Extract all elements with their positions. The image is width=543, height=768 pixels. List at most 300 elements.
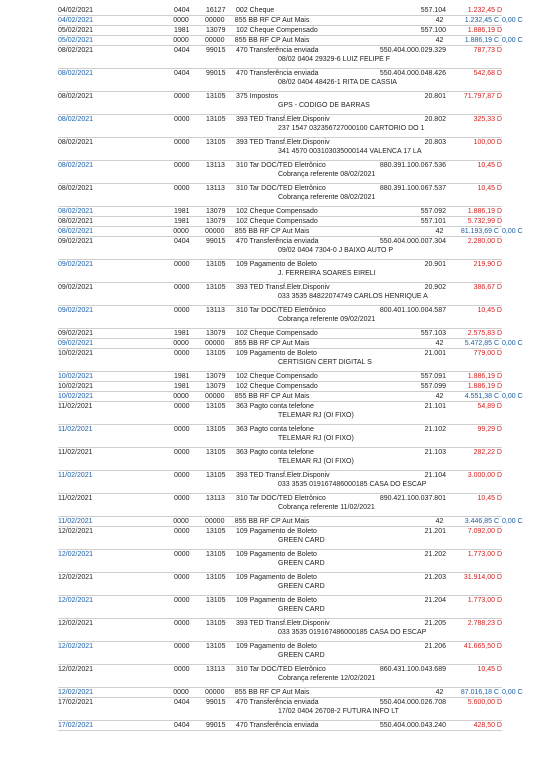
entry-lote: 13105 [206, 528, 226, 535]
entry-detail: 08/02 0404 29329-6 LUIZ FELIPE F [278, 56, 391, 63]
entry-agency: 1981 [174, 330, 190, 337]
entry-detail: 08/02 0404 48426-1 RITA DE CASSIA [278, 79, 397, 86]
entry-value: 81.193,69 C [460, 228, 499, 235]
entry-date: 05/02/2021 [58, 27, 94, 34]
entry-lote: 13079 [206, 373, 226, 380]
entry-document: 557.092 [420, 208, 446, 215]
entry-value: 31.914,00 D [463, 574, 502, 581]
entry-lote: 16127 [206, 7, 226, 14]
entry-history: 310 Tar DOC/TED Eletrônico [236, 666, 326, 673]
entry-lote: 13105 [206, 597, 226, 604]
statement-entry [58, 6, 502, 16]
entry-line [58, 92, 502, 101]
entry-document: 20.902 [424, 284, 446, 291]
entry-document: 42 [435, 37, 444, 44]
entry-date: 12/02/2021 [58, 597, 94, 604]
entry-lote: 13105 [206, 93, 226, 100]
entry-document: 21.101 [424, 403, 446, 410]
entry-date: 08/02/2021 [58, 116, 94, 123]
entry-detail: TELEMAR RJ (OI FIXO) [278, 458, 354, 465]
entry-detail: GREEN CARD [278, 560, 325, 567]
entry-detail: CERTISIGN CERT DIGITAL S [278, 359, 372, 366]
entry-date: 09/02/2021 [58, 284, 94, 291]
entry-value: 10,45 D [477, 162, 502, 169]
entry-line [58, 688, 523, 697]
statement-entry [58, 339, 523, 349]
entry-lote: 13105 [206, 574, 226, 581]
statement-entry [58, 372, 502, 382]
statement-entry [58, 237, 502, 260]
entry-value: 787,73 D [473, 47, 502, 54]
entry-balance: 0,00 C [502, 37, 523, 44]
entry-document: 42 [435, 340, 444, 347]
entry-balance: 0,00 C [502, 17, 523, 24]
entry-agency: 1981 [174, 208, 190, 215]
statement-entry [58, 69, 502, 92]
entry-detail: TELEMAR RJ (OI FIXO) [278, 412, 354, 419]
entry-lote: 99015 [206, 699, 226, 706]
entry-date: 11/02/2021 [58, 495, 93, 502]
statement-entry [58, 550, 502, 573]
entry-history: 393 TED Transf.Eletr.Disponiv [236, 139, 330, 146]
entry-lote: 00000 [205, 518, 225, 525]
entry-lote: 13079 [206, 27, 226, 34]
statement-entry [58, 349, 502, 372]
entry-date: 08/02/2021 [58, 93, 94, 100]
entry-value: 10,45 D [477, 185, 502, 192]
statement-entry [58, 619, 502, 642]
entry-agency: 0404 [174, 70, 190, 77]
entry-line [58, 237, 502, 246]
entry-lote: 13105 [206, 116, 226, 123]
entry-line [58, 227, 523, 236]
statement-entry [58, 16, 523, 26]
entry-value: 87.016,18 C [460, 689, 499, 696]
entry-lote: 13113 [206, 307, 225, 314]
statement-entry [58, 688, 523, 698]
entry-date: 12/02/2021 [58, 528, 94, 535]
entry-date: 08/02/2021 [58, 185, 94, 192]
entry-line [58, 596, 502, 605]
entry-document: 20.803 [424, 139, 446, 146]
entry-history: 002 Cheque [236, 7, 275, 14]
entry-agency: 0000 [174, 185, 190, 192]
entry-lote: 13105 [206, 139, 226, 146]
entry-agency: 0000 [173, 340, 189, 347]
entry-agency: 0000 [174, 116, 190, 123]
entry-value: 325,33 D [473, 116, 502, 123]
entry-line [58, 217, 502, 226]
entry-document: 890.421.100.037.801 [379, 495, 446, 502]
entry-detail: Cobrança referente 11/02/2021 [278, 504, 375, 511]
entry-history: 363 Pagto conta telefone [236, 449, 314, 456]
entry-value: 219,90 D [473, 261, 502, 268]
entry-agency: 1981 [174, 373, 190, 380]
entry-date: 12/02/2021 [58, 574, 94, 581]
entry-agency: 0000 [174, 528, 190, 535]
entry-line [58, 349, 502, 358]
entry-value: 3.000,00 D [467, 472, 502, 479]
entry-agency: 1981 [174, 27, 190, 34]
entry-history: 855 BB RF CP Aut Mais [234, 17, 310, 24]
entry-date: 09/02/2021 [58, 340, 94, 347]
entry-history: 109 Pagamento de Boleto [236, 350, 317, 357]
entry-lote: 00000 [205, 228, 225, 235]
entry-history: 109 Pagamento de Boleto [236, 261, 317, 268]
entry-date: 05/02/2021 [58, 37, 94, 44]
entry-history: 393 TED Transf.Eletr.Disponiv [236, 116, 330, 123]
statement-entry [58, 494, 502, 517]
entry-agency: 0404 [174, 722, 190, 729]
entry-line [58, 550, 502, 559]
entry-document: 550.404.000.029.329 [379, 47, 446, 54]
entry-document: 550.404.000.043.240 [379, 722, 446, 729]
entry-agency: 0000 [174, 307, 190, 314]
entry-lote: 00000 [205, 393, 225, 400]
entry-document: 42 [435, 393, 444, 400]
entry-line [58, 161, 502, 170]
entry-agency: 0000 [173, 518, 189, 525]
entry-detail: Cobrança referente 09/02/2021 [278, 316, 376, 323]
entry-document: 21.204 [424, 597, 446, 604]
entry-date: 09/02/2021 [58, 307, 94, 314]
statement-entry [58, 517, 523, 527]
statement-entry [58, 471, 502, 494]
entry-detail: Cobrança referente 08/02/2021 [278, 194, 376, 201]
entry-agency: 0000 [174, 666, 190, 673]
entry-value: 5.732,99 D [467, 218, 502, 225]
entry-document: 21.201 [424, 528, 446, 535]
entry-line [58, 382, 502, 391]
entry-date: 08/02/2021 [58, 139, 94, 146]
entry-lote: 13079 [206, 218, 226, 225]
entry-lote: 13105 [206, 472, 226, 479]
entry-agency: 0000 [174, 643, 190, 650]
statement-entry [58, 26, 502, 36]
entry-history: 102 Cheque Compensado [236, 27, 318, 34]
entry-history: 470 Transferência enviada [236, 722, 319, 729]
entry-detail: 237 1547 032356727000100 CARTORIO DO 1 [278, 125, 425, 132]
entry-date: 08/02/2021 [58, 70, 94, 77]
statement-entry [58, 392, 523, 402]
entry-agency: 1981 [174, 218, 190, 225]
entry-date: 10/02/2021 [58, 373, 94, 380]
entry-value: 1.773,00 D [467, 551, 502, 558]
entry-agency: 0404 [174, 7, 190, 14]
entry-document: 880.391.100.067.537 [379, 185, 446, 192]
entry-document: 860.431.100.043.689 [379, 666, 446, 673]
entry-history: 102 Cheque Compensado [236, 330, 318, 337]
entry-line [58, 16, 523, 25]
entry-line [58, 527, 502, 536]
entry-balance: 0,00 C [502, 518, 523, 525]
entry-history: 310 Tar DOC/TED Eletrônico [236, 495, 326, 502]
entry-lote: 99015 [206, 238, 226, 245]
entry-history: 109 Pagamento de Boleto [236, 643, 317, 650]
entry-value: 100,00 D [473, 139, 502, 146]
entry-line [58, 698, 502, 707]
entry-agency: 1981 [174, 383, 190, 390]
entry-line [58, 207, 502, 216]
entry-history: 102 Cheque Compensado [236, 218, 318, 225]
entry-detail: 09/02 0404 7304-0 J BAIXO AUTO P [278, 247, 394, 254]
entry-lote: 13079 [206, 208, 226, 215]
entry-document: 21.206 [424, 643, 446, 650]
entry-history: 109 Pagamento de Boleto [236, 528, 317, 535]
statement-entry [58, 260, 502, 283]
entry-detail: 033 3535 019167486000185 CASA DO ESCAP [278, 629, 427, 636]
entry-line [58, 494, 502, 503]
statement-entry [58, 283, 502, 306]
entry-history: 855 BB RF CP Aut Mais [234, 689, 310, 696]
entry-document: 20.802 [424, 116, 446, 123]
entry-document: 557.099 [420, 383, 446, 390]
entry-line [58, 115, 502, 124]
entry-document: 42 [435, 518, 444, 525]
entry-lote: 00000 [205, 17, 225, 24]
entry-agency: 0000 [174, 93, 190, 100]
entry-detail: GREEN CARD [278, 606, 325, 613]
entry-date: 04/02/2021 [58, 17, 94, 24]
entry-value: 54,89 D [477, 403, 502, 410]
entry-balance: 0,00 C [502, 393, 523, 400]
statement-entry [58, 721, 502, 731]
entry-document: 557.100 [420, 27, 446, 34]
statement-entry [58, 306, 502, 329]
entry-history: 855 BB RF CP Aut Mais [234, 393, 310, 400]
statement-entry [58, 115, 502, 138]
statement-entry [58, 573, 502, 596]
entry-document: 21.202 [424, 551, 446, 558]
entry-history: 109 Pagamento de Boleto [236, 597, 317, 604]
entry-agency: 0000 [174, 495, 190, 502]
entry-document: 550.404.000.026.708 [379, 699, 446, 706]
entry-document: 42 [435, 689, 444, 696]
entry-line [58, 36, 523, 45]
entry-date: 10/02/2021 [58, 350, 94, 357]
entry-line [58, 6, 502, 15]
entry-value: 2.788,23 D [467, 620, 502, 627]
entry-history: 109 Pagamento de Boleto [236, 574, 317, 581]
entry-line [58, 619, 502, 628]
entry-balance: 0,00 C [502, 689, 523, 696]
entry-document: 21.102 [424, 426, 446, 433]
entry-document: 557.091 [420, 373, 446, 380]
entry-history: 470 Transferência enviada [236, 699, 319, 706]
statement-entry [58, 207, 502, 217]
entry-lote: 13105 [206, 551, 226, 558]
entry-date: 17/02/2021 [58, 722, 94, 729]
entry-line [58, 69, 502, 78]
entry-detail: GREEN CARD [278, 537, 325, 544]
entry-line [58, 573, 502, 582]
entry-date: 12/02/2021 [58, 643, 94, 650]
entry-date: 12/02/2021 [58, 620, 94, 627]
statement-entry [58, 642, 502, 665]
entry-value: 99,29 D [477, 426, 502, 433]
entry-history: 109 Pagamento de Boleto [236, 551, 317, 558]
statement-entry [58, 184, 502, 207]
entry-agency: 0404 [174, 699, 190, 706]
entry-agency: 0000 [173, 37, 189, 44]
statement-entry [58, 596, 502, 619]
entry-detail: GREEN CARD [278, 652, 325, 659]
entry-value: 5.472,85 C [464, 340, 499, 347]
entry-date: 08/02/2021 [58, 47, 94, 54]
entry-date: 12/02/2021 [58, 551, 94, 558]
entry-lote: 13105 [206, 643, 226, 650]
entry-history: 310 Tar DOC/TED Eletrônico [236, 162, 326, 169]
entry-line [58, 448, 502, 457]
entry-value: 542,68 D [473, 70, 502, 77]
statement-entry [58, 448, 502, 471]
entry-value: 1.232,45 D [467, 7, 502, 14]
statement-entry [58, 382, 502, 392]
statement-entry [58, 138, 502, 161]
entry-value: 779,00 D [473, 350, 502, 357]
entry-lote: 00000 [205, 340, 225, 347]
entry-line [58, 138, 502, 147]
statement-entry [58, 46, 502, 69]
entry-value: 1.886,19 D [467, 383, 502, 390]
entry-date: 12/02/2021 [58, 689, 94, 696]
entry-date: 09/02/2021 [58, 261, 94, 268]
statement-entry [58, 329, 502, 339]
entry-line [58, 306, 502, 315]
entry-lote: 00000 [205, 689, 225, 696]
entry-lote: 13079 [206, 383, 226, 390]
entry-lote: 13113 [206, 495, 225, 502]
entry-value: 2.280,00 D [467, 238, 502, 245]
entry-document: 21.104 [424, 472, 446, 479]
statement-entry [58, 665, 502, 688]
statement-entry [58, 92, 502, 115]
entry-document: 557.104 [420, 7, 446, 14]
statement-entry [58, 227, 523, 237]
entry-lote: 13079 [206, 330, 226, 337]
entry-detail: 033 3535 84822074749 CARLOS HENRIQUE A [278, 293, 428, 300]
entry-history: 375 Impostos [236, 93, 279, 100]
entry-date: 08/02/2021 [58, 162, 94, 169]
entry-history: 855 BB RF CP Aut Mais [234, 37, 310, 44]
entry-value: 7.092,00 D [467, 528, 502, 535]
entry-value: 2.575,83 D [467, 330, 502, 337]
entry-line [58, 339, 523, 348]
entry-lote: 13105 [206, 261, 226, 268]
entry-document: 21.103 [424, 449, 446, 456]
entry-history: 470 Transferência enviada [236, 47, 319, 54]
entry-value: 1.773,00 D [467, 597, 502, 604]
entry-detail: Cobrança referente 12/02/2021 [278, 675, 376, 682]
entry-line [58, 26, 502, 35]
entry-document: 557.103 [420, 330, 446, 337]
entry-value: 1.886,19 D [467, 373, 502, 380]
entry-history: 310 Tar DOC/TED Eletrônico [236, 185, 326, 192]
entry-history: 102 Cheque Compensado [236, 373, 318, 380]
entry-detail: Cobrança referente 08/02/2021 [278, 171, 376, 178]
entry-lote: 13105 [206, 284, 226, 291]
entry-agency: 0404 [174, 47, 190, 54]
entry-line [58, 665, 502, 674]
entry-detail: GPS - CODIGO DE BARRAS [278, 102, 370, 109]
entry-document: 21.203 [424, 574, 446, 581]
entry-agency: 0000 [173, 393, 189, 400]
entry-value: 71.797,87 D [463, 93, 502, 100]
entry-lote: 13105 [206, 403, 226, 410]
entry-line [58, 471, 502, 480]
entry-detail: J. FERREIRA SOARES EIRELI [278, 270, 376, 277]
entry-date: 11/02/2021 [58, 518, 93, 525]
entry-history: 855 BB RF CP Aut Mais [234, 228, 310, 235]
entry-document: 21.001 [424, 350, 446, 357]
entry-document: 550.404.000.048.426 [379, 70, 446, 77]
statement-entry [58, 36, 523, 46]
entry-value: 386,67 D [473, 284, 502, 291]
entry-history: 363 Pagto conta telefone [236, 426, 314, 433]
entry-value: 10,45 D [477, 495, 502, 502]
entry-value: 282,22 D [473, 449, 502, 456]
entry-date: 09/02/2021 [58, 238, 94, 245]
entry-date: 17/02/2021 [58, 699, 94, 706]
entry-date: 04/02/2021 [58, 7, 94, 14]
entry-lote: 13113 [206, 666, 225, 673]
entry-history: 102 Cheque Compensado [236, 208, 318, 215]
entry-date: 11/02/2021 [58, 472, 93, 479]
entry-agency: 0000 [174, 403, 190, 410]
entry-document: 42 [435, 17, 444, 24]
entry-lote: 99015 [206, 47, 226, 54]
entry-document: 557.101 [420, 218, 446, 225]
entry-detail: 033 3535 019167486000185 CASA DO ESCAP [278, 481, 427, 488]
entry-document: 550.404.000.007.304 [379, 238, 446, 245]
entry-agency: 0000 [174, 426, 190, 433]
entry-value: 1.886,19 D [467, 27, 502, 34]
entry-line [58, 184, 502, 193]
entry-lote: 99015 [206, 722, 226, 729]
entry-date: 08/02/2021 [58, 208, 94, 215]
entry-line [58, 283, 502, 292]
entry-agency: 0000 [174, 551, 190, 558]
entry-document: 880.391.100.067.536 [379, 162, 446, 169]
entry-agency: 0000 [174, 449, 190, 456]
entry-agency: 0000 [173, 17, 189, 24]
entry-history: 102 Cheque Compensado [236, 383, 318, 390]
entry-line [58, 372, 502, 381]
statement-entry [58, 217, 502, 227]
entry-line [58, 392, 523, 401]
entry-document: 42 [435, 228, 444, 235]
entry-line [58, 642, 502, 651]
entry-lote: 13113 [206, 185, 225, 192]
statement-entry [58, 527, 502, 550]
entry-date: 10/02/2021 [58, 393, 94, 400]
statement-table [58, 6, 523, 731]
entry-lote: 13105 [206, 449, 226, 456]
entry-value: 4.551,38 C [464, 393, 499, 400]
entry-agency: 0000 [174, 261, 190, 268]
entry-line [58, 329, 502, 338]
entry-document: 20.801 [424, 93, 446, 100]
entry-date: 11/02/2021 [58, 449, 93, 456]
entry-date: 09/02/2021 [58, 330, 94, 337]
entry-value: 5.600,00 D [467, 699, 502, 706]
entry-balance: 0,00 C [502, 228, 523, 235]
entry-history: 470 Transferência enviada [236, 70, 319, 77]
entry-value: 1.886,19 C [464, 37, 499, 44]
entry-history: 363 Pagto conta telefone [236, 403, 314, 410]
entry-value: 41.665,50 D [463, 643, 502, 650]
entry-agency: 0000 [174, 472, 190, 479]
